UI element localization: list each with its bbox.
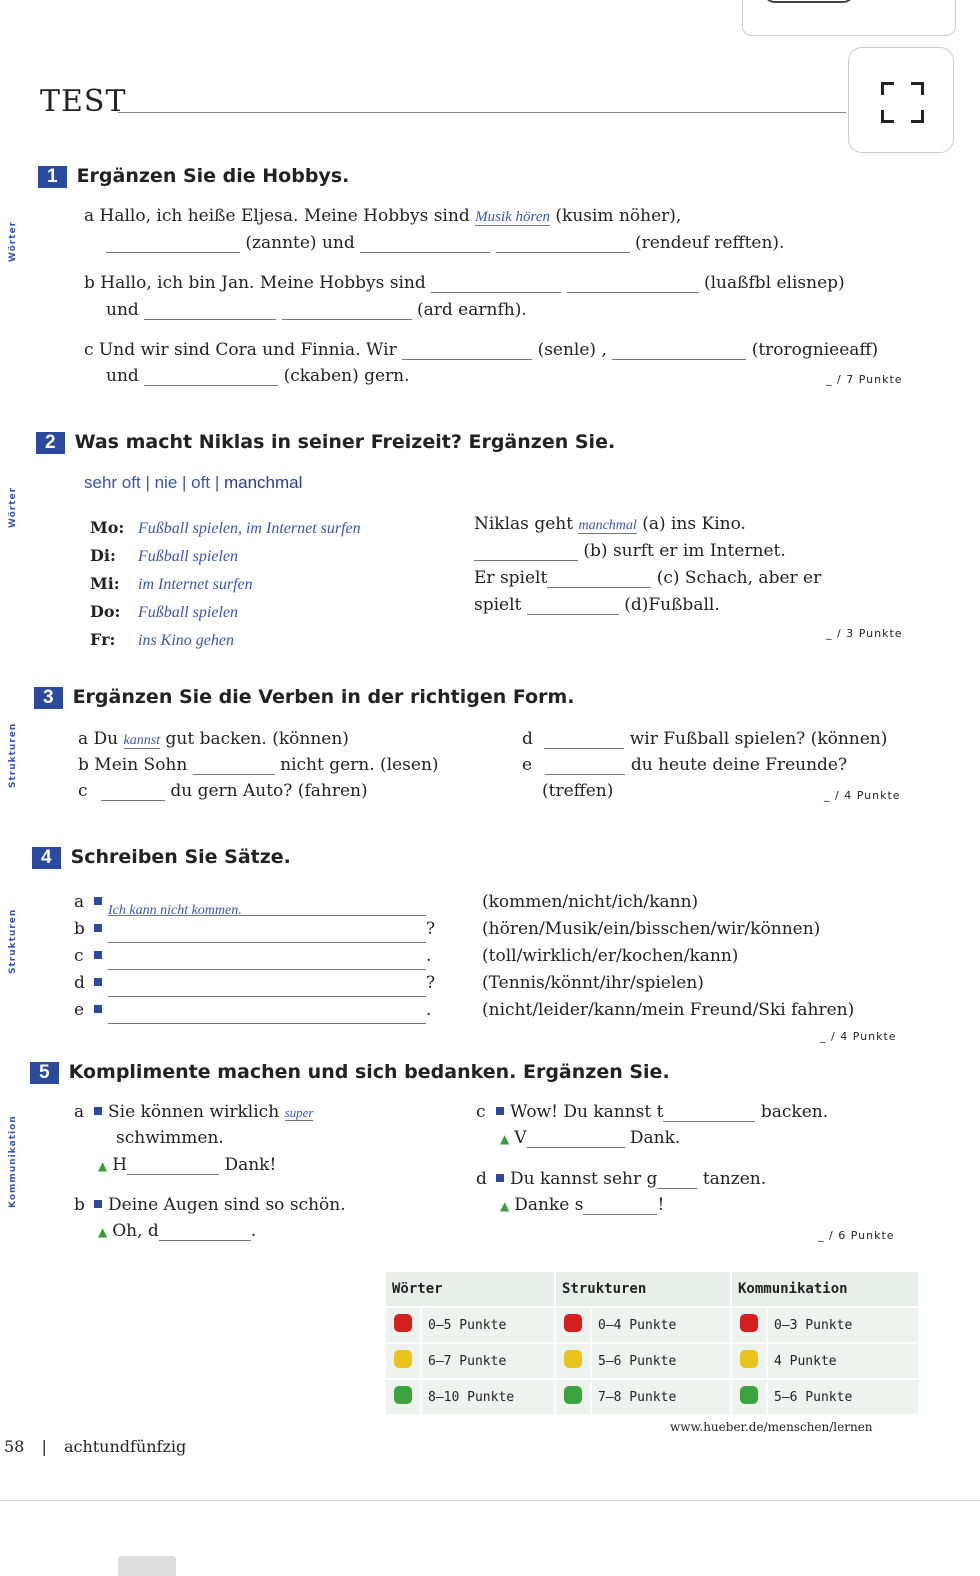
page-footer (4, 1437, 186, 1456)
fullscreen-button[interactable] (848, 47, 954, 153)
table-cell: 8–10 Punkte (421, 1379, 555, 1415)
table-cell: 0–5 Punkte (421, 1307, 555, 1343)
item-letter: b (74, 1195, 85, 1215)
text: backen. (760, 1102, 829, 1122)
answer-line[interactable] (108, 1005, 426, 1024)
text: (d)Fußball. (624, 595, 720, 615)
section-2-header (36, 431, 615, 454)
exercise-line (474, 541, 786, 561)
speaker-square-icon (94, 1200, 102, 1208)
blank[interactable] (527, 596, 619, 615)
text: und (106, 300, 139, 320)
text: und (106, 366, 139, 386)
blank[interactable] (431, 274, 561, 293)
yellow-dot-icon (394, 1350, 412, 1368)
exercise-line (474, 568, 821, 588)
blank[interactable] (282, 301, 412, 320)
points-score: _ / 4 Punkte (824, 789, 901, 802)
table-cell: 5–6 Punkte (767, 1379, 919, 1415)
activity: ins Kino gehen (138, 632, 234, 649)
text: Du kannst sehr g (510, 1169, 658, 1189)
next-page-preview (118, 1556, 176, 1576)
schedule-row (90, 514, 361, 542)
exercise-line (106, 366, 410, 386)
blank[interactable] (360, 234, 490, 253)
dialog-line (500, 1195, 664, 1215)
side-label: Strukturen (8, 908, 18, 974)
text: (trorognieeaff) (751, 340, 879, 360)
blank[interactable] (127, 1156, 219, 1175)
section-4-header (32, 846, 291, 869)
text: ! (657, 1195, 665, 1215)
side-label: Wörter (8, 220, 18, 262)
fullscreen-icon (911, 110, 924, 123)
schedule-row (90, 626, 361, 654)
dot-cell (385, 1379, 421, 1415)
section-title: Schreiben Sie Sätze. (70, 846, 291, 868)
text: a Hallo, ich heiße Eljesa. Meine Hobbys sind (84, 206, 470, 226)
item-letter: e (74, 1000, 85, 1020)
exercise-line: (treffen) (542, 781, 614, 801)
text: (a) ins Kino. (642, 514, 746, 534)
speaker-square-icon (496, 1174, 504, 1182)
table-cell: 6–7 Punkte (421, 1343, 555, 1379)
handwritten-answer: kannst (123, 733, 161, 748)
text: (b) surft er im Internet. (583, 541, 786, 561)
weekly-schedule (90, 514, 361, 654)
column-header: Strukturen (555, 1271, 731, 1307)
text: du gern Auto? (fahren) (170, 781, 368, 801)
yellow-dot-icon (740, 1350, 758, 1368)
dot-cell (385, 1307, 421, 1343)
activity: Fußball spielen (138, 548, 238, 565)
text: (ard earnfh). (417, 300, 527, 320)
section-number: 3 (34, 687, 63, 709)
exercise-line (522, 755, 847, 775)
word-option-used: manchmal (223, 473, 303, 492)
side-label: Wörter (8, 486, 18, 528)
triangle-icon: ▲ (98, 1159, 108, 1173)
text: gut backen. (können) (165, 729, 349, 749)
points-score: _ / 3 Punkte (826, 627, 903, 640)
text: . (250, 1221, 257, 1241)
blank[interactable] (527, 1129, 625, 1148)
blank[interactable] (657, 1170, 697, 1189)
fullscreen-icon (881, 110, 894, 123)
points-score: _ / 6 Punkte (818, 1229, 895, 1242)
dot-cell (731, 1307, 767, 1343)
text: spielt (474, 595, 522, 615)
text: (ckaben) gern. (283, 366, 410, 386)
exercise-line (106, 300, 527, 320)
schedule-row (90, 542, 361, 570)
exercise-line (106, 233, 784, 253)
handle-icon (763, 0, 855, 3)
website-link[interactable]: www.hueber.de/menschen/lernen (670, 1420, 873, 1434)
table-cell: 4 Punkte (767, 1343, 919, 1379)
separator: | (182, 473, 187, 492)
text: Oh, d (112, 1221, 159, 1241)
exercise-line (474, 514, 746, 534)
table-cell: 7–8 Punkte (591, 1379, 731, 1415)
exercise-line (84, 340, 878, 360)
item-letter: a (74, 1102, 85, 1122)
handwritten-answer: super (284, 1105, 314, 1120)
punct: . (426, 946, 432, 966)
blank[interactable] (583, 1196, 657, 1215)
punct: . (426, 1000, 432, 1020)
punct: ? (426, 973, 436, 993)
title-rule (118, 112, 846, 113)
section-title: Ergänzen Sie die Verben in der richtigen Form. (72, 686, 575, 708)
sentence-row (74, 997, 854, 1024)
item-letter: a (74, 892, 85, 912)
section-title: Ergänzen Sie die Hobbys. (76, 165, 350, 187)
schedule-row (90, 570, 361, 598)
text: V (514, 1128, 527, 1148)
sentence-row (74, 889, 854, 916)
day: Mi: (90, 574, 120, 593)
handwritten-answer: manchmal (578, 518, 637, 533)
dot-cell (385, 1343, 421, 1379)
fullscreen-icon (881, 82, 894, 95)
triangle-icon: ▲ (98, 1225, 108, 1239)
points-score: _ / 4 Punkte (820, 1030, 897, 1043)
blank[interactable] (663, 1103, 755, 1122)
text: du heute deine Freunde? (630, 755, 848, 775)
column-header: Wörter (385, 1271, 555, 1307)
speaker-square-icon (496, 1107, 504, 1115)
word-box (84, 473, 302, 493)
dialog-line (74, 1102, 313, 1122)
item-letter: d (476, 1169, 487, 1189)
dot-cell (555, 1307, 591, 1343)
exercise-line (84, 273, 845, 293)
table-header-row (385, 1271, 919, 1307)
dialog-line (98, 1221, 256, 1241)
blank[interactable] (159, 1222, 251, 1241)
blank[interactable] (545, 756, 625, 775)
red-dot-icon (740, 1314, 758, 1332)
word-hint: (nicht/leider/kann/mein Freund/Ski fahren) (482, 1000, 855, 1020)
exercise-line (78, 781, 368, 801)
speaker-square-icon (94, 924, 102, 932)
text: (rendeuf refften). (634, 233, 785, 253)
section-title: Komplimente machen und sich bedanken. Ergänzen Sie. (68, 1061, 670, 1083)
activity: Fußball spielen, im Internet surfen (138, 520, 361, 537)
day: Do: (90, 602, 121, 621)
blank[interactable] (544, 730, 624, 749)
separator: | (41, 1437, 47, 1456)
text: b Mein Sohn (78, 755, 188, 775)
blank[interactable] (106, 234, 240, 253)
table-row (385, 1379, 919, 1415)
punct: ? (426, 919, 436, 939)
text: b Hallo, ich bin Jan. Meine Hobbys sind (84, 273, 426, 293)
word-hint: (kommen/nicht/ich/kann) (482, 892, 699, 912)
text: (kusim nöher), (555, 206, 682, 226)
table-cell: 0–3 Punkte (767, 1307, 919, 1343)
blank[interactable] (567, 274, 699, 293)
green-dot-icon (740, 1386, 758, 1404)
exercise-line (522, 729, 887, 749)
sentence-row (74, 943, 854, 970)
text: c (78, 781, 88, 801)
blank[interactable] (144, 367, 278, 386)
exercise-line (84, 206, 681, 226)
word-hint: (toll/wirklich/er/kochen/kann) (482, 946, 739, 966)
section-3-header (34, 686, 575, 709)
side-label: Strukturen (8, 722, 18, 788)
green-dot-icon (394, 1386, 412, 1404)
separator: | (145, 473, 150, 492)
score-table (384, 1270, 920, 1416)
word-option: oft (191, 473, 211, 492)
blank[interactable] (193, 756, 275, 775)
day: Mo: (90, 518, 125, 537)
activity: im Internet surfen (138, 576, 253, 593)
section-title: Was macht Niklas in seiner Freizeit? Ergänzen Sie. (74, 431, 616, 453)
answer-line[interactable] (108, 978, 426, 997)
speaker-square-icon (94, 1005, 102, 1013)
footer-divider (0, 1500, 980, 1501)
text: (luaßfbl elisnep) (703, 273, 845, 293)
triangle-icon: ▲ (500, 1132, 510, 1146)
text: (senle) , (537, 340, 607, 360)
word-option: sehr oft (84, 473, 141, 492)
section-number: 2 (36, 432, 65, 454)
table-cell: 5–6 Punkte (591, 1343, 731, 1379)
text: Wow! Du kannst t (510, 1102, 664, 1122)
blank[interactable] (547, 569, 651, 588)
dot-cell (731, 1343, 767, 1379)
item-letter: c (74, 946, 84, 966)
yellow-dot-icon (564, 1350, 582, 1368)
dialog-line (74, 1195, 346, 1215)
section-number: 4 (32, 847, 61, 869)
text: Niklas geht (474, 514, 574, 534)
section-number: 5 (30, 1062, 59, 1084)
text: nicht gern. (lesen) (280, 755, 439, 775)
dot-cell (731, 1379, 767, 1415)
blank[interactable] (402, 341, 532, 360)
text: d (522, 729, 533, 749)
text: Danke s (514, 1195, 584, 1215)
answer-line[interactable] (108, 924, 426, 943)
blank[interactable] (496, 234, 630, 253)
blank[interactable] (612, 341, 746, 360)
red-dot-icon (394, 1314, 412, 1332)
dialog-line (476, 1169, 766, 1189)
text: c Und wir sind Cora und Finnia. Wir (84, 340, 397, 360)
exercise-line (78, 755, 439, 775)
column-header: Kommunikation (731, 1271, 919, 1307)
page-title: TEST (40, 84, 127, 119)
table-row (385, 1343, 919, 1379)
page-number: 58 (4, 1437, 25, 1456)
exercise-line (78, 729, 349, 749)
table-row (385, 1307, 919, 1343)
table-cell: 0–4 Punkte (591, 1307, 731, 1343)
text: tanzen. (702, 1169, 767, 1189)
text: e (522, 755, 533, 775)
blank[interactable] (474, 542, 578, 561)
text: Dank! (224, 1155, 277, 1175)
answer-line[interactable]: Ich kann nicht kommen. (108, 897, 426, 916)
sentence-row (74, 916, 854, 943)
day: Fr: (90, 630, 116, 649)
top-panel (742, 0, 956, 36)
section-number: 1 (38, 166, 67, 188)
dot-cell (555, 1379, 591, 1415)
activity: Fußball spielen (138, 604, 238, 621)
speaker-square-icon (94, 1107, 102, 1115)
blank[interactable] (101, 782, 165, 801)
item-letter: d (74, 973, 85, 993)
word-hint: (Tennis/könnt/ihr/spielen) (482, 973, 704, 993)
word-option: nie (154, 473, 178, 492)
section-5-header (30, 1061, 670, 1084)
word-hint: (hören/Musik/ein/bisschen/wir/können) (482, 919, 821, 939)
speaker-square-icon (94, 978, 102, 986)
section-1-header (38, 165, 349, 188)
dialog-line (500, 1128, 680, 1148)
text: (c) Schach, aber er (656, 568, 822, 588)
sentence-row (74, 970, 854, 997)
text: (zannte) und (245, 233, 355, 253)
triangle-icon: ▲ (500, 1199, 510, 1213)
blank[interactable] (144, 301, 276, 320)
text: Dank. (629, 1128, 681, 1148)
text: wir Fußball spielen? (können) (629, 729, 888, 749)
speaker-square-icon (94, 897, 102, 905)
separator: | (214, 473, 220, 492)
item-letter: b (74, 919, 85, 939)
text: Sie können wirklich (108, 1102, 280, 1122)
dialog-line (476, 1102, 828, 1122)
dot-cell (555, 1343, 591, 1379)
answer-line[interactable] (108, 951, 426, 970)
speaker-square-icon (94, 951, 102, 959)
day: Di: (90, 546, 116, 565)
points-score: _ / 7 Punkte (826, 373, 903, 386)
dialog-line: schwimmen. (116, 1128, 224, 1148)
text: Deine Augen sind so schön. (108, 1195, 346, 1215)
item-letter: c (476, 1102, 486, 1122)
fullscreen-icon (911, 82, 924, 95)
red-dot-icon (564, 1314, 582, 1332)
text: Er spielt (474, 568, 548, 588)
dialog-line (98, 1155, 276, 1175)
schedule-row (90, 598, 361, 626)
page-word: achtundfünfzig (63, 1437, 187, 1456)
side-label: Kommunikation (8, 1115, 18, 1208)
sentence-list (74, 889, 854, 1024)
text: H (112, 1155, 128, 1175)
text: a Du (78, 729, 119, 749)
exercise-line (474, 595, 720, 615)
handwritten-answer: Musik hören (475, 209, 550, 225)
green-dot-icon (564, 1386, 582, 1404)
